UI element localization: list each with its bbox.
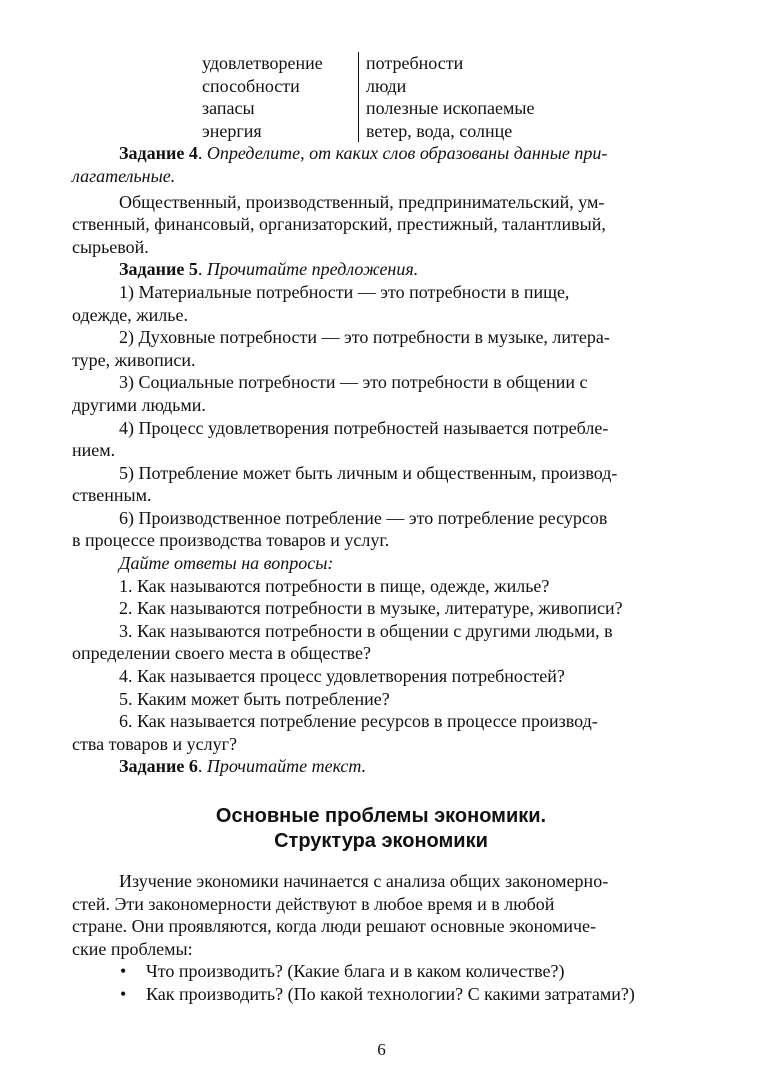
question: 1. Как называются потребности в пище, одежде, жилье?	[119, 575, 550, 596]
task5-sentence-cont: одежде, жилье.	[72, 304, 188, 325]
body-paragraph-cont: стране. Они проявляются, когда люди решают основные экономиче-	[72, 916, 596, 937]
page-content	[72, 52, 690, 1006]
section-title-line2: Структура экономики	[274, 830, 488, 852]
body-paragraph-cont: стей. Эти закономерности действуют в любое время и в любой	[72, 893, 555, 914]
task5-instruction: Прочитайте предложения.	[206, 259, 419, 280]
task4-instruction: Определите, от каких слов образованы данные при-	[206, 143, 608, 164]
word-table-left: энергия	[202, 120, 359, 143]
questions-title: Дайте ответы на вопросы:	[119, 553, 334, 574]
task5-sentence-cont: в процессе производства товаров и услуг.	[72, 530, 390, 551]
task4-words-cont: сырьевой.	[72, 236, 149, 257]
task6-instruction: Прочитайте текст.	[206, 756, 367, 777]
task5-label: Задание 5	[119, 259, 198, 280]
task5-sentence-cont: туре, живописи.	[72, 349, 196, 370]
task5-sentence: 2) Духовные потребности — это потребности в музыке, литера-	[119, 327, 610, 348]
task4-words-cont: ственный, финансовый, организаторский, престижный, талантливый,	[72, 214, 606, 235]
word-table-right: ветер, вода, солнце	[366, 120, 513, 141]
word-table	[202, 52, 622, 142]
word-table-left: удовлетворение	[202, 52, 359, 75]
task4-instruction-cont: лагательные.	[72, 165, 176, 186]
task5-sentence-cont: ственным.	[72, 485, 152, 506]
task4-words: Общественный, производственный, предпринимательский, ум-	[119, 191, 605, 212]
task5-sentence-cont: нием.	[72, 440, 116, 461]
task4-label: Задание 4	[119, 143, 198, 164]
task6-heading: Задание 6. Прочитайте текст.	[119, 756, 367, 777]
task5-sentence: 1) Материальные потребности — это потребности в пище,	[119, 281, 570, 302]
question: 5. Каким может быть потребление?	[119, 688, 390, 709]
word-table-left: способности	[202, 75, 359, 98]
task6-label: Задание 6	[119, 756, 198, 777]
word-table-row	[202, 97, 622, 120]
question: 6. Как называется потребление ресурсов в процессе производ-	[119, 711, 598, 732]
bullet-list	[72, 960, 690, 1005]
body-paragraph-cont: ские проблемы:	[72, 938, 193, 959]
question: 2. Как называются потребности в музыке, литературе, живописи?	[119, 598, 623, 619]
bullet-item: • Что производить? (Какие блага и в каком количестве?)	[120, 961, 565, 982]
word-table-row	[202, 75, 622, 98]
body-paragraph: Изучение экономики начинается с анализа общих закономерно-	[119, 871, 609, 891]
question-cont: определении своего места в обществе?	[72, 643, 371, 664]
page-number: 6	[377, 1040, 386, 1059]
task5-sentence-cont: другими людьми.	[72, 394, 206, 415]
bullet-icon: •	[120, 983, 127, 1004]
question: 3. Как называются потребности в общении с другими людьми, в	[119, 620, 613, 641]
question-cont: ства товаров и услуг?	[72, 733, 237, 754]
word-table-right: полезные ископаемые	[366, 98, 535, 119]
word-table-row	[202, 52, 622, 75]
task5-sentence: 6) Производственное потребление — это потребление ресурсов	[119, 507, 608, 528]
task5-sentence: 3) Социальные потребности — это потребности в общении с	[119, 372, 588, 393]
section-heading	[72, 804, 690, 854]
word-table-left: запасы	[202, 97, 359, 120]
bullet-icon: •	[120, 961, 127, 982]
question: 4. Как называется процесс удовлетворения потребностей?	[119, 666, 565, 687]
task4-heading: Задание 4. Определите, от каких слов образованы данные при-	[119, 143, 608, 164]
word-table-row	[202, 120, 622, 143]
task5-sentence: 4) Процесс удовлетворения потребностей называется потребле-	[119, 417, 609, 438]
bullet-item: • Как производить? (По какой технологии? С какими затратами?)	[120, 983, 635, 1004]
word-table-right: потребности	[366, 53, 464, 73]
task5-heading: Задание 5. Прочитайте предложения.	[119, 259, 419, 280]
word-table-right: люди	[366, 75, 407, 96]
task5-sentence: 5) Потребление может быть личным и общественным, производ-	[119, 462, 618, 483]
section-title-line1: Основные проблемы экономики.	[215, 805, 547, 827]
